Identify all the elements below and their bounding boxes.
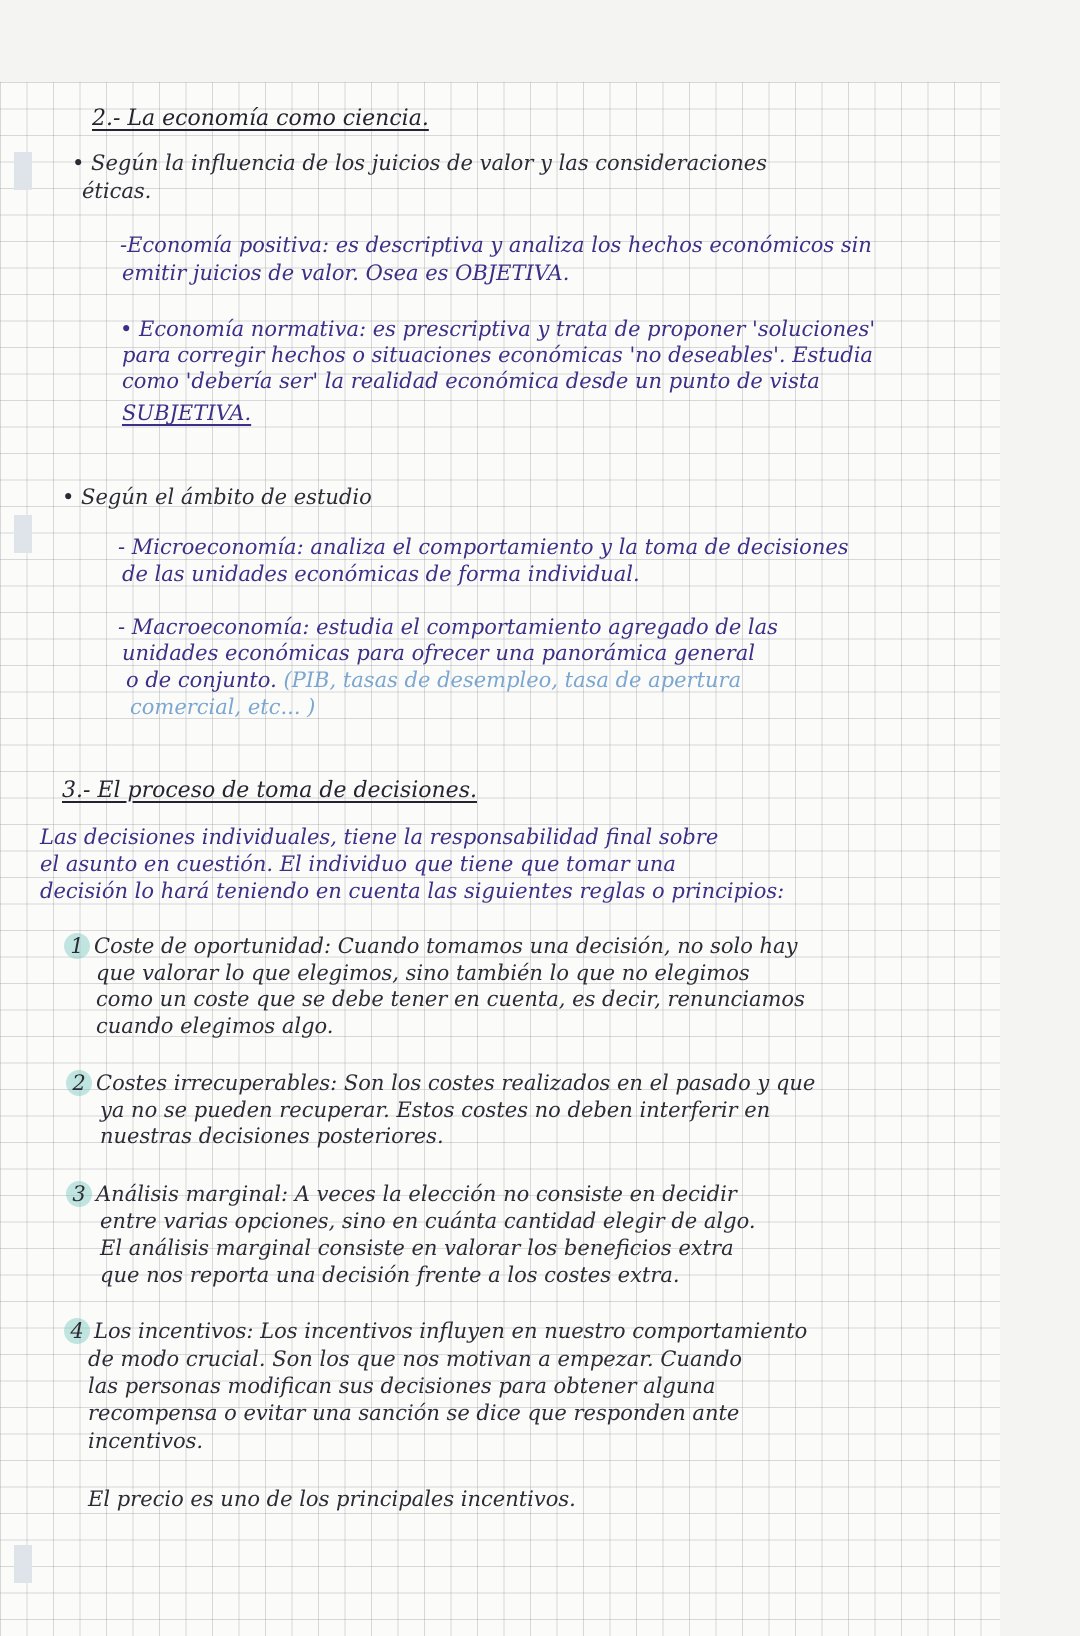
principle-text: nuestras decisiones posteriores.	[100, 1124, 444, 1148]
principle-number: 2	[66, 1070, 92, 1096]
macroeconomy-examples: comercial, etc... )	[130, 695, 316, 719]
principle-text: recompensa o evitar una sanción se dice que responden ante	[88, 1401, 740, 1425]
normative-economy-text: para corregir hechos o situaciones económicas 'no deseables'. Estudia	[122, 343, 873, 367]
macroeconomy-text: o de conjunto.	[126, 668, 277, 692]
principle-text: ya no se pueden recuperar. Estos costes no deben interferir en	[100, 1098, 771, 1122]
intro-text: el asunto en cuestión. El individuo que tiene que tomar una	[40, 852, 676, 876]
bullet-text: • Según el ámbito de estudio	[62, 485, 372, 509]
section-3-title: 3.- El proceso de toma de decisiones.	[62, 778, 477, 803]
principle-text: entre varias opciones, sino en cuánta cantidad elegir de algo.	[100, 1209, 756, 1233]
normative-economy-text: SUBJETIVA.	[122, 401, 252, 425]
principle-text: cuando elegimos algo.	[96, 1014, 334, 1038]
normative-economy-text: • Economía normativa: es prescriptiva y trata de proponer 'soluciones'	[120, 317, 876, 341]
page-tab-mark	[14, 152, 32, 190]
closing-text: El precio es uno de los principales incentivos.	[88, 1487, 576, 1511]
principle-text: Coste de oportunidad: Cuando tomamos una decisión, no solo hay	[94, 934, 798, 958]
principle-text: Costes irrecuperables: Son los costes realizados en el pasado y que	[96, 1071, 816, 1095]
section-2-title: 2.- La economía como ciencia.	[92, 106, 429, 131]
page-tab-mark	[14, 515, 32, 553]
positive-economy-text: -Economía positiva: es descriptiva y analiza los hechos económicos sin	[120, 233, 872, 257]
principle-text: Los incentivos: Los incentivos influyen en nuestro comportamiento	[94, 1319, 808, 1343]
macroeconomy-text: - Macroeconomía: estudia el comportamiento agregado de las	[118, 615, 778, 639]
principle-number: 3	[66, 1181, 92, 1207]
positive-economy-text: emitir juicios de valor. Osea es OBJETIVA.	[122, 261, 570, 285]
microeconomy-text: - Microeconomía: analiza el comportamiento y la toma de decisiones	[118, 535, 849, 559]
microeconomy-text: de las unidades económicas de forma individual.	[122, 562, 640, 586]
intro-text: Las decisiones individuales, tiene la responsabilidad final sobre	[40, 825, 719, 849]
macroeconomy-text: unidades económicas para ofrecer una panorámica general	[122, 641, 756, 665]
principle-text: que valorar lo que elegimos, sino también lo que no elegimos	[96, 961, 750, 985]
bullet-text: éticas.	[82, 179, 152, 203]
principle-text: las personas modifican sus decisiones para obtener alguna	[88, 1374, 716, 1398]
normative-economy-text: como 'debería ser' la realidad económica desde un punto de vista	[122, 369, 820, 393]
principle-text: Análisis marginal: A veces la elección no consiste en decidir	[96, 1182, 737, 1206]
principle-text: como un coste que se debe tener en cuenta, es decir, renunciamos	[96, 987, 805, 1011]
bullet-text: • Según la influencia de los juicios de valor y las consideraciones	[72, 151, 767, 175]
intro-text: decisión lo hará teniendo en cuenta las siguientes reglas o principios:	[40, 879, 785, 903]
principle-text: que nos reporta una decisión frente a los costes extra.	[100, 1263, 680, 1287]
principle-text: El análisis marginal consiste en valorar los beneficios extra	[100, 1236, 734, 1260]
principle-number: 1	[64, 933, 90, 959]
macroeconomy-examples: (PIB, tasas de desempleo, tasa de apertura	[283, 668, 742, 692]
principle-text: de modo crucial. Son los que nos motivan a empezar. Cuando	[88, 1347, 743, 1371]
principle-text: incentivos.	[88, 1429, 204, 1453]
page-tab-mark	[14, 1545, 32, 1583]
principle-number: 4	[64, 1318, 90, 1344]
